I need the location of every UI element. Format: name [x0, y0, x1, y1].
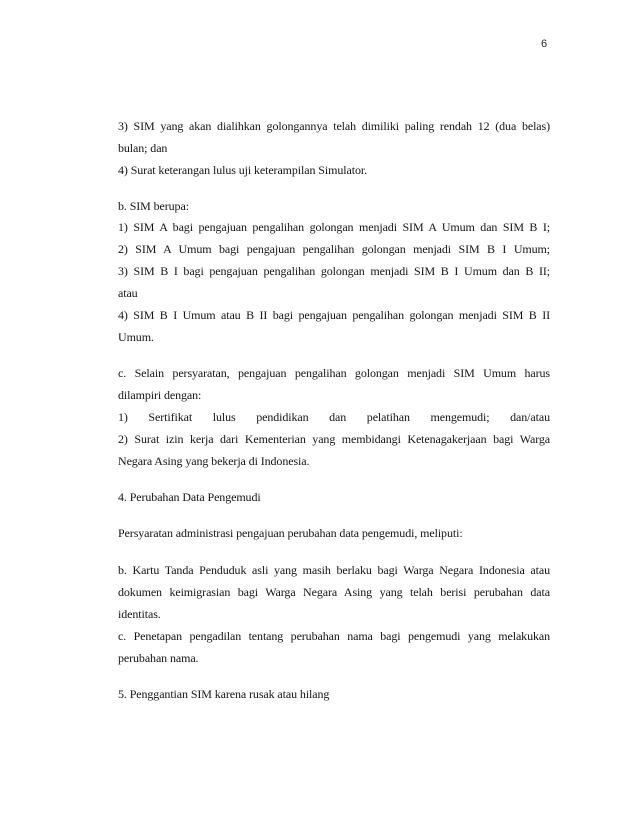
text-line: 3) SIM B I bagi pengajuan pengalihan golongan menjadi SIM B I Umum dan B II;	[118, 264, 550, 278]
text-line: dokumen keimigrasian bagi Warga Negara Asing yang telah berisi perubahan data	[118, 585, 550, 599]
text-line: Persyaratan administrasi pengajuan perubahan data pengemudi, meliputi:	[118, 526, 463, 540]
text-line: atau	[118, 286, 138, 300]
text-line: dilampiri dengan:	[118, 388, 202, 402]
text-line: 2) SIM A Umum bagi pengajuan pengalihan golongan menjadi SIM B I Umum;	[118, 242, 550, 256]
text-line: 3) SIM yang akan dialihkan golongannya telah dimiliki paling rendah 12 (dua belas)	[118, 119, 550, 133]
text-line: b. SIM berupa:	[118, 199, 189, 213]
section-heading: 4. Perubahan Data Pengemudi	[118, 490, 261, 504]
text-line: 2) Surat izin kerja dari Kementerian yang membidangi Ketenagakerjaan bagi Warga	[118, 432, 550, 446]
text-line: Umum.	[118, 330, 154, 344]
text-line: 1) Sertifikat lulus pendidikan dan pelatihan mengemudi; dan/atau	[118, 410, 550, 424]
text-line: Negara Asing yang bekerja di Indonesia.	[118, 454, 310, 468]
text-line: identitas.	[118, 607, 161, 621]
page-number: 6	[541, 38, 548, 50]
text-line: bulan; dan	[118, 141, 168, 155]
text-line: 4) Surat keterangan lulus uji keterampilan Simulator.	[118, 163, 367, 177]
text-line: 4) SIM B I Umum atau B II bagi pengajuan pengalihan golongan menjadi SIM B II	[118, 308, 550, 322]
text-line: 1) SIM A bagi pengajuan pengalihan golongan menjadi SIM A Umum dan SIM B I;	[118, 220, 550, 234]
text-line: perubahan nama.	[118, 651, 199, 665]
text-line: b. Kartu Tanda Penduduk asli yang masih berlaku bagi Warga Negara Indonesia atau	[118, 563, 550, 577]
section-heading: 5. Penggantian SIM karena rusak atau hilang	[118, 687, 330, 701]
text-line: c. Penetapan pengadilan tentang perubahan nama bagi pengemudi yang melakukan	[118, 629, 550, 643]
text-line: c. Selain persyaratan, pengajuan pengalihan golongan menjadi SIM Umum harus	[118, 366, 550, 380]
